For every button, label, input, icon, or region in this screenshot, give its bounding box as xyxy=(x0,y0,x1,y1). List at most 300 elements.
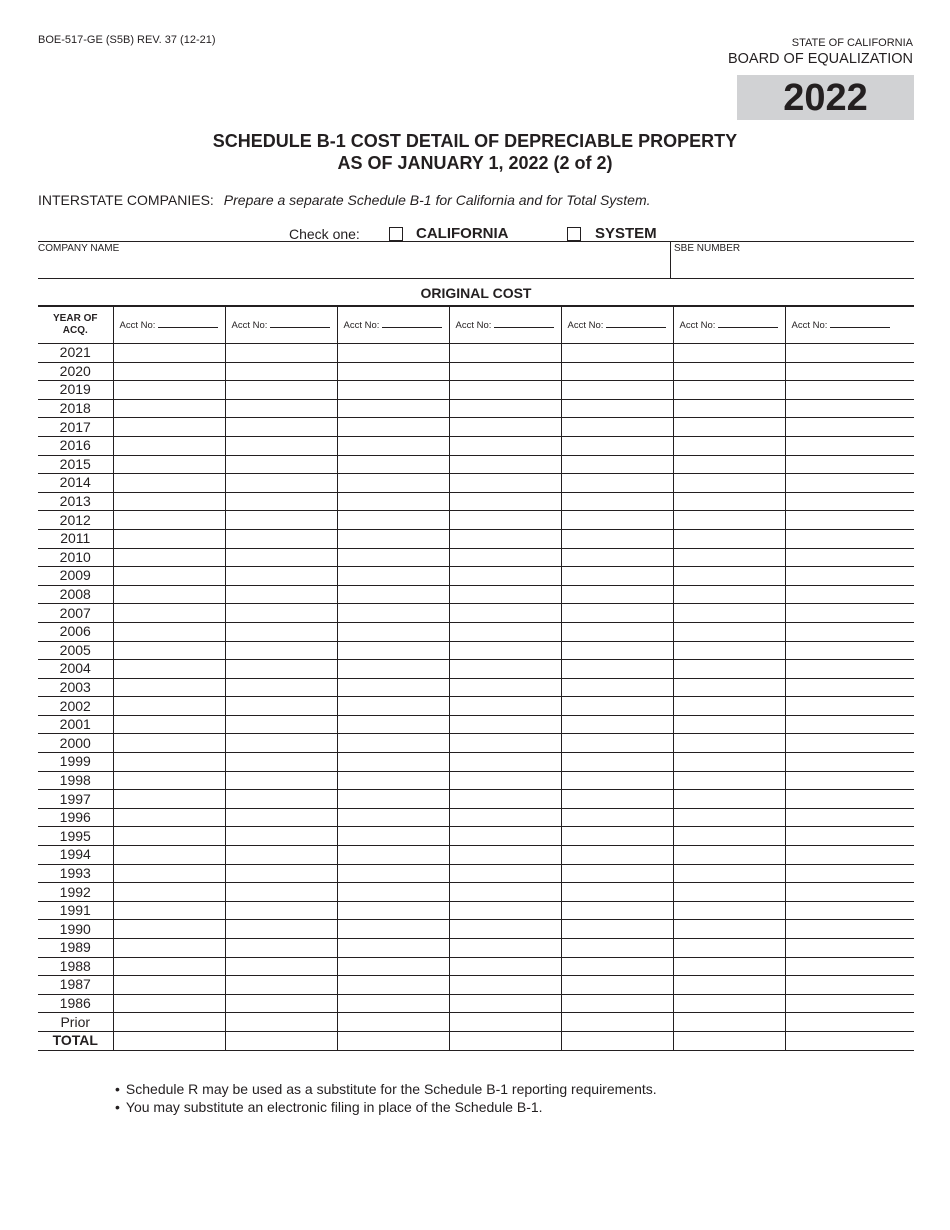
cost-entry-cell[interactable] xyxy=(785,976,914,995)
cost-entry-cell[interactable] xyxy=(113,529,225,548)
cost-entry-cell[interactable] xyxy=(113,715,225,734)
cost-entry-cell[interactable] xyxy=(449,790,561,809)
cost-entry-cell[interactable] xyxy=(225,753,337,772)
cost-entry-cell[interactable] xyxy=(785,567,914,586)
cost-entry-cell[interactable] xyxy=(337,455,449,474)
cost-entry-cell[interactable] xyxy=(337,827,449,846)
cost-entry-cell[interactable] xyxy=(785,753,914,772)
cost-entry-cell[interactable] xyxy=(225,511,337,530)
cost-entry-cell[interactable] xyxy=(113,474,225,493)
cost-entry-cell[interactable] xyxy=(113,864,225,883)
cost-entry-cell[interactable] xyxy=(561,753,673,772)
cost-entry-cell[interactable] xyxy=(337,381,449,400)
cost-entry-cell[interactable] xyxy=(449,622,561,641)
cost-entry-cell[interactable] xyxy=(673,753,785,772)
cost-entry-cell[interactable] xyxy=(785,511,914,530)
cost-entry-cell[interactable] xyxy=(113,455,225,474)
cost-entry-cell[interactable] xyxy=(785,883,914,902)
cost-entry-cell[interactable] xyxy=(113,994,225,1013)
cost-entry-cell[interactable] xyxy=(561,567,673,586)
cost-entry-cell[interactable] xyxy=(785,901,914,920)
cost-entry-cell[interactable] xyxy=(561,585,673,604)
cost-entry-cell[interactable] xyxy=(673,529,785,548)
year-cell: 2005 xyxy=(38,641,113,660)
cost-entry-cell[interactable] xyxy=(673,1013,785,1032)
cost-entry-cell[interactable] xyxy=(113,939,225,958)
acct-no-input[interactable] xyxy=(382,319,442,328)
cost-entry-cell[interactable] xyxy=(113,697,225,716)
cost-entry-cell[interactable] xyxy=(337,1013,449,1032)
cost-entry-cell[interactable] xyxy=(561,381,673,400)
cost-entry-cell[interactable] xyxy=(225,492,337,511)
cost-entry-cell[interactable] xyxy=(225,585,337,604)
cost-entry-cell[interactable] xyxy=(337,715,449,734)
cost-entry-cell[interactable] xyxy=(449,641,561,660)
cost-entry-cell[interactable] xyxy=(337,604,449,623)
cost-entry-cell[interactable] xyxy=(225,567,337,586)
cost-entry-cell[interactable] xyxy=(561,883,673,902)
cost-entry-cell[interactable] xyxy=(113,678,225,697)
cost-entry-cell[interactable] xyxy=(449,901,561,920)
cost-entry-cell[interactable] xyxy=(561,901,673,920)
acct-no-header xyxy=(113,306,225,344)
cost-entry-cell[interactable] xyxy=(785,846,914,865)
cost-entry-cell[interactable] xyxy=(337,939,449,958)
cost-entry-cell[interactable] xyxy=(785,678,914,697)
cost-entry-cell[interactable] xyxy=(561,771,673,790)
cost-entry-cell[interactable] xyxy=(449,827,561,846)
cost-entry-cell[interactable] xyxy=(337,790,449,809)
cost-entry-cell[interactable] xyxy=(785,548,914,567)
year-header-line1: YEAR OF xyxy=(53,313,98,324)
cost-entry-cell[interactable] xyxy=(225,771,337,790)
cost-entry-cell[interactable] xyxy=(225,1031,337,1050)
cost-entry-cell[interactable] xyxy=(337,1031,449,1050)
cost-entry-cell[interactable] xyxy=(561,734,673,753)
cost-entry-cell[interactable] xyxy=(113,846,225,865)
cost-entry-cell[interactable] xyxy=(673,678,785,697)
cost-entry-cell[interactable] xyxy=(225,344,337,363)
year-cell: 1995 xyxy=(38,827,113,846)
table-row xyxy=(38,492,914,511)
cost-entry-cell[interactable] xyxy=(337,976,449,995)
cost-entry-cell[interactable] xyxy=(337,771,449,790)
cost-entry-cell[interactable] xyxy=(337,864,449,883)
cost-entry-cell[interactable] xyxy=(449,864,561,883)
cost-entry-cell[interactable] xyxy=(337,641,449,660)
cost-entry-cell[interactable] xyxy=(113,548,225,567)
cost-entry-cell[interactable] xyxy=(785,474,914,493)
field-top-rule xyxy=(38,241,914,242)
cost-entry-cell[interactable] xyxy=(225,622,337,641)
year-cell: 2017 xyxy=(38,418,113,437)
cost-entry-cell[interactable] xyxy=(673,957,785,976)
cost-entry-cell[interactable] xyxy=(113,753,225,772)
cost-entry-cell[interactable] xyxy=(449,957,561,976)
cost-entry-cell[interactable] xyxy=(673,660,785,679)
cost-entry-cell[interactable] xyxy=(449,715,561,734)
cost-entry-cell[interactable] xyxy=(673,585,785,604)
cost-entry-cell[interactable] xyxy=(225,455,337,474)
year-badge xyxy=(737,75,914,120)
year-cell: 2000 xyxy=(38,734,113,753)
cost-entry-cell[interactable] xyxy=(673,827,785,846)
cost-entry-cell[interactable] xyxy=(673,362,785,381)
cost-entry-cell[interactable] xyxy=(673,883,785,902)
acct-no-input[interactable] xyxy=(158,319,218,328)
cost-entry-cell[interactable] xyxy=(673,418,785,437)
cost-entry-cell[interactable] xyxy=(673,399,785,418)
cost-entry-cell[interactable] xyxy=(449,436,561,455)
cost-entry-cell[interactable] xyxy=(673,846,785,865)
cost-entry-cell[interactable] xyxy=(113,511,225,530)
cost-entry-cell[interactable] xyxy=(561,660,673,679)
cost-entry-cell[interactable] xyxy=(449,678,561,697)
cost-entry-cell[interactable] xyxy=(561,529,673,548)
cost-entry-cell[interactable] xyxy=(673,808,785,827)
acct-no-input[interactable] xyxy=(270,319,330,328)
cost-entry-cell[interactable] xyxy=(673,697,785,716)
cost-entry-cell[interactable] xyxy=(785,381,914,400)
cost-entry-cell[interactable] xyxy=(225,381,337,400)
cost-entry-cell[interactable] xyxy=(449,753,561,772)
cost-entry-cell[interactable] xyxy=(785,399,914,418)
cost-entry-cell[interactable] xyxy=(225,362,337,381)
cost-entry-cell[interactable] xyxy=(225,604,337,623)
cost-entry-cell[interactable] xyxy=(449,418,561,437)
cost-entry-cell[interactable] xyxy=(225,474,337,493)
cost-entry-cell[interactable] xyxy=(113,660,225,679)
cost-entry-cell[interactable] xyxy=(337,399,449,418)
cost-entry-cell[interactable] xyxy=(561,492,673,511)
cost-entry-cell[interactable] xyxy=(785,344,914,363)
cost-entry-cell[interactable] xyxy=(225,697,337,716)
cost-entry-cell[interactable] xyxy=(337,883,449,902)
cost-entry-cell[interactable] xyxy=(673,381,785,400)
cost-entry-cell[interactable] xyxy=(449,548,561,567)
cost-entry-cell[interactable] xyxy=(113,362,225,381)
cost-entry-cell[interactable] xyxy=(113,808,225,827)
cost-entry-cell[interactable] xyxy=(337,362,449,381)
cost-entry-cell[interactable] xyxy=(113,920,225,939)
cost-entry-cell[interactable] xyxy=(561,790,673,809)
cost-entry-cell[interactable] xyxy=(113,399,225,418)
cost-entry-cell[interactable] xyxy=(337,957,449,976)
cost-entry-cell[interactable] xyxy=(561,455,673,474)
cost-entry-cell[interactable] xyxy=(561,548,673,567)
cost-entry-cell[interactable] xyxy=(449,734,561,753)
cost-entry-cell[interactable] xyxy=(449,660,561,679)
cost-entry-cell[interactable] xyxy=(337,622,449,641)
cost-entry-cell[interactable] xyxy=(449,567,561,586)
cost-entry-cell[interactable] xyxy=(561,604,673,623)
cost-entry-cell[interactable] xyxy=(337,920,449,939)
cost-entry-cell[interactable] xyxy=(113,436,225,455)
cost-entry-cell[interactable] xyxy=(673,901,785,920)
company-name-field[interactable] xyxy=(38,256,668,276)
cost-entry-cell[interactable] xyxy=(785,622,914,641)
cost-entry-cell[interactable] xyxy=(673,622,785,641)
cost-entry-cell[interactable] xyxy=(225,939,337,958)
cost-entry-cell[interactable] xyxy=(673,976,785,995)
cost-entry-cell[interactable] xyxy=(449,883,561,902)
cost-entry-cell[interactable] xyxy=(785,939,914,958)
cost-entry-cell[interactable] xyxy=(225,808,337,827)
cost-entry-cell[interactable] xyxy=(113,1031,225,1050)
cost-entry-cell[interactable] xyxy=(449,846,561,865)
cost-entry-cell[interactable] xyxy=(225,399,337,418)
cost-entry-cell[interactable] xyxy=(673,920,785,939)
cost-entry-cell[interactable] xyxy=(561,846,673,865)
cost-entry-cell[interactable] xyxy=(337,734,449,753)
cost-entry-cell[interactable] xyxy=(225,734,337,753)
cost-entry-cell[interactable] xyxy=(561,436,673,455)
interstate-label: INTERSTATE COMPANIES: xyxy=(38,192,214,208)
cost-entry-cell[interactable] xyxy=(561,808,673,827)
year-cell: 2007 xyxy=(38,604,113,623)
cost-entry-cell[interactable] xyxy=(785,418,914,437)
cost-entry-cell[interactable] xyxy=(225,418,337,437)
cost-entry-cell[interactable] xyxy=(113,771,225,790)
cost-entry-cell[interactable] xyxy=(449,920,561,939)
cost-entry-cell[interactable] xyxy=(225,901,337,920)
cost-entry-cell[interactable] xyxy=(785,808,914,827)
cost-entry-cell[interactable] xyxy=(337,511,449,530)
cost-entry-cell[interactable] xyxy=(449,585,561,604)
cost-entry-cell[interactable] xyxy=(673,548,785,567)
cost-entry-cell[interactable] xyxy=(113,976,225,995)
cost-entry-cell[interactable] xyxy=(785,1013,914,1032)
cost-entry-cell[interactable] xyxy=(785,604,914,623)
cost-entry-cell[interactable] xyxy=(113,790,225,809)
cost-entry-cell[interactable] xyxy=(113,604,225,623)
cost-entry-cell[interactable] xyxy=(785,585,914,604)
table-row xyxy=(38,660,914,679)
cost-entry-cell[interactable] xyxy=(225,827,337,846)
cost-entry-cell[interactable] xyxy=(561,344,673,363)
cost-entry-cell[interactable] xyxy=(113,901,225,920)
cost-entry-cell[interactable] xyxy=(673,939,785,958)
cost-entry-cell[interactable] xyxy=(449,604,561,623)
cost-entry-cell[interactable] xyxy=(785,362,914,381)
cost-entry-cell[interactable] xyxy=(449,344,561,363)
cost-entry-cell[interactable] xyxy=(673,864,785,883)
year-cell: 1989 xyxy=(38,939,113,958)
cost-entry-cell[interactable] xyxy=(561,622,673,641)
cost-entry-cell[interactable] xyxy=(113,622,225,641)
cost-entry-cell[interactable] xyxy=(449,529,561,548)
cost-entry-cell[interactable] xyxy=(561,976,673,995)
cost-entry-cell[interactable] xyxy=(561,939,673,958)
acct-no-input[interactable] xyxy=(830,319,890,328)
company-name-label: COMPANY NAME xyxy=(38,243,120,254)
cost-entry-cell[interactable] xyxy=(673,771,785,790)
cost-entry-cell[interactable] xyxy=(225,994,337,1013)
cost-entry-cell[interactable] xyxy=(673,734,785,753)
cost-entry-cell[interactable] xyxy=(113,734,225,753)
system-checkbox[interactable] xyxy=(567,227,581,241)
cost-entry-cell[interactable] xyxy=(337,344,449,363)
cost-entry-cell[interactable] xyxy=(785,641,914,660)
cost-entry-cell[interactable] xyxy=(225,660,337,679)
cost-entry-cell[interactable] xyxy=(113,641,225,660)
cost-entry-cell[interactable] xyxy=(561,641,673,660)
cost-entry-cell[interactable] xyxy=(561,474,673,493)
year-cell: 2008 xyxy=(38,585,113,604)
cost-entry-cell[interactable] xyxy=(225,883,337,902)
acct-no-input[interactable] xyxy=(718,319,778,328)
cost-entry-cell[interactable] xyxy=(785,994,914,1013)
cost-entry-cell[interactable] xyxy=(337,548,449,567)
table-row xyxy=(38,381,914,400)
cost-entry-cell[interactable] xyxy=(337,678,449,697)
sbe-number-label: SBE NUMBER xyxy=(674,243,741,254)
cost-entry-cell[interactable] xyxy=(561,827,673,846)
cost-entry-cell[interactable] xyxy=(225,1013,337,1032)
cost-entry-cell[interactable] xyxy=(673,436,785,455)
table-row xyxy=(38,827,914,846)
cost-entry-cell[interactable] xyxy=(113,344,225,363)
cost-entry-cell[interactable] xyxy=(337,808,449,827)
cost-entry-cell[interactable] xyxy=(225,976,337,995)
cost-entry-cell[interactable] xyxy=(113,883,225,902)
cost-entry-cell[interactable] xyxy=(449,474,561,493)
cost-entry-cell[interactable] xyxy=(337,846,449,865)
cost-entry-cell[interactable] xyxy=(225,548,337,567)
cost-entry-cell[interactable] xyxy=(449,362,561,381)
cost-entry-cell[interactable] xyxy=(785,697,914,716)
cost-entry-cell[interactable] xyxy=(113,381,225,400)
cost-entry-cell[interactable] xyxy=(561,957,673,976)
acct-no-header xyxy=(561,306,673,344)
cost-entry-cell[interactable] xyxy=(673,1031,785,1050)
cost-entry-cell[interactable] xyxy=(449,1031,561,1050)
cost-entry-cell[interactable] xyxy=(225,436,337,455)
cost-entry-cell[interactable] xyxy=(449,511,561,530)
cost-entry-cell[interactable] xyxy=(337,994,449,1013)
cost-entry-cell[interactable] xyxy=(785,529,914,548)
cost-entry-cell[interactable] xyxy=(673,641,785,660)
cost-entry-cell[interactable] xyxy=(337,660,449,679)
cost-entry-cell[interactable] xyxy=(337,697,449,716)
cost-entry-cell[interactable] xyxy=(225,957,337,976)
cost-entry-cell[interactable] xyxy=(449,771,561,790)
cost-entry-cell[interactable] xyxy=(449,976,561,995)
cost-entry-cell[interactable] xyxy=(449,455,561,474)
cost-entry-cell[interactable] xyxy=(785,827,914,846)
cost-entry-cell[interactable] xyxy=(673,790,785,809)
cost-entry-cell[interactable] xyxy=(785,455,914,474)
sbe-number-field[interactable] xyxy=(674,256,912,276)
cost-entry-cell[interactable] xyxy=(561,864,673,883)
cost-entry-cell[interactable] xyxy=(225,846,337,865)
cost-entry-cell[interactable] xyxy=(673,715,785,734)
cost-entry-cell[interactable] xyxy=(673,604,785,623)
cost-entry-cell[interactable] xyxy=(113,1013,225,1032)
cost-entry-cell[interactable] xyxy=(225,641,337,660)
cost-entry-cell[interactable] xyxy=(337,753,449,772)
cost-entry-cell[interactable] xyxy=(673,455,785,474)
cost-entry-cell[interactable] xyxy=(225,790,337,809)
california-checkbox[interactable] xyxy=(389,227,403,241)
cost-entry-cell[interactable] xyxy=(785,1031,914,1050)
cost-entry-cell[interactable] xyxy=(561,678,673,697)
cost-entry-cell[interactable] xyxy=(337,567,449,586)
cost-entry-cell[interactable] xyxy=(225,864,337,883)
table-row xyxy=(38,455,914,474)
cost-entry-cell[interactable] xyxy=(113,957,225,976)
acct-no-input[interactable] xyxy=(494,319,554,328)
cost-entry-cell[interactable] xyxy=(337,901,449,920)
cost-entry-cell[interactable] xyxy=(673,474,785,493)
cost-entry-cell[interactable] xyxy=(225,715,337,734)
cost-entry-cell[interactable] xyxy=(561,1031,673,1050)
cost-entry-cell[interactable] xyxy=(673,511,785,530)
cost-entry-cell[interactable] xyxy=(785,864,914,883)
cost-entry-cell[interactable] xyxy=(449,399,561,418)
acct-no-header xyxy=(673,306,785,344)
cost-entry-cell[interactable] xyxy=(673,492,785,511)
cost-entry-cell[interactable] xyxy=(561,511,673,530)
cost-entry-cell[interactable] xyxy=(449,697,561,716)
cost-entry-cell[interactable] xyxy=(225,920,337,939)
cost-entry-cell[interactable] xyxy=(113,418,225,437)
cost-entry-cell[interactable] xyxy=(113,492,225,511)
cost-entry-cell[interactable] xyxy=(113,827,225,846)
cost-entry-cell[interactable] xyxy=(449,808,561,827)
cost-entry-cell[interactable] xyxy=(449,939,561,958)
cost-entry-cell[interactable] xyxy=(561,697,673,716)
cost-entry-cell[interactable] xyxy=(561,920,673,939)
cost-entry-cell[interactable] xyxy=(337,436,449,455)
cost-entry-cell[interactable] xyxy=(673,567,785,586)
cost-entry-cell[interactable] xyxy=(785,957,914,976)
cost-entry-cell[interactable] xyxy=(337,474,449,493)
cost-entry-cell[interactable] xyxy=(785,660,914,679)
cost-entry-cell[interactable] xyxy=(561,399,673,418)
cost-entry-cell[interactable] xyxy=(225,529,337,548)
cost-entry-cell[interactable] xyxy=(785,492,914,511)
cost-entry-cell[interactable] xyxy=(785,436,914,455)
cost-entry-cell[interactable] xyxy=(561,362,673,381)
cost-entry-cell[interactable] xyxy=(337,585,449,604)
cost-entry-cell[interactable] xyxy=(337,529,449,548)
cost-entry-cell[interactable] xyxy=(337,418,449,437)
cost-entry-cell[interactable] xyxy=(785,771,914,790)
cost-entry-cell[interactable] xyxy=(225,678,337,697)
acct-no-input[interactable] xyxy=(606,319,666,328)
cost-entry-cell[interactable] xyxy=(561,994,673,1013)
cost-entry-cell[interactable] xyxy=(449,381,561,400)
cost-entry-cell[interactable] xyxy=(673,994,785,1013)
cost-entry-cell[interactable] xyxy=(449,994,561,1013)
cost-entry-cell[interactable] xyxy=(785,790,914,809)
cost-entry-cell[interactable] xyxy=(561,1013,673,1032)
cost-entry-cell[interactable] xyxy=(561,418,673,437)
cost-entry-cell[interactable] xyxy=(449,1013,561,1032)
cost-entry-cell[interactable] xyxy=(113,567,225,586)
cost-entry-cell[interactable] xyxy=(785,920,914,939)
cost-entry-cell[interactable] xyxy=(785,715,914,734)
cost-entry-cell[interactable] xyxy=(673,344,785,363)
cost-entry-cell[interactable] xyxy=(449,492,561,511)
year-cell: 1997 xyxy=(38,790,113,809)
table-row xyxy=(38,1031,914,1050)
cost-entry-cell[interactable] xyxy=(785,734,914,753)
cost-entry-cell[interactable] xyxy=(561,715,673,734)
cost-entry-cell[interactable] xyxy=(337,492,449,511)
cost-entry-cell[interactable] xyxy=(113,585,225,604)
